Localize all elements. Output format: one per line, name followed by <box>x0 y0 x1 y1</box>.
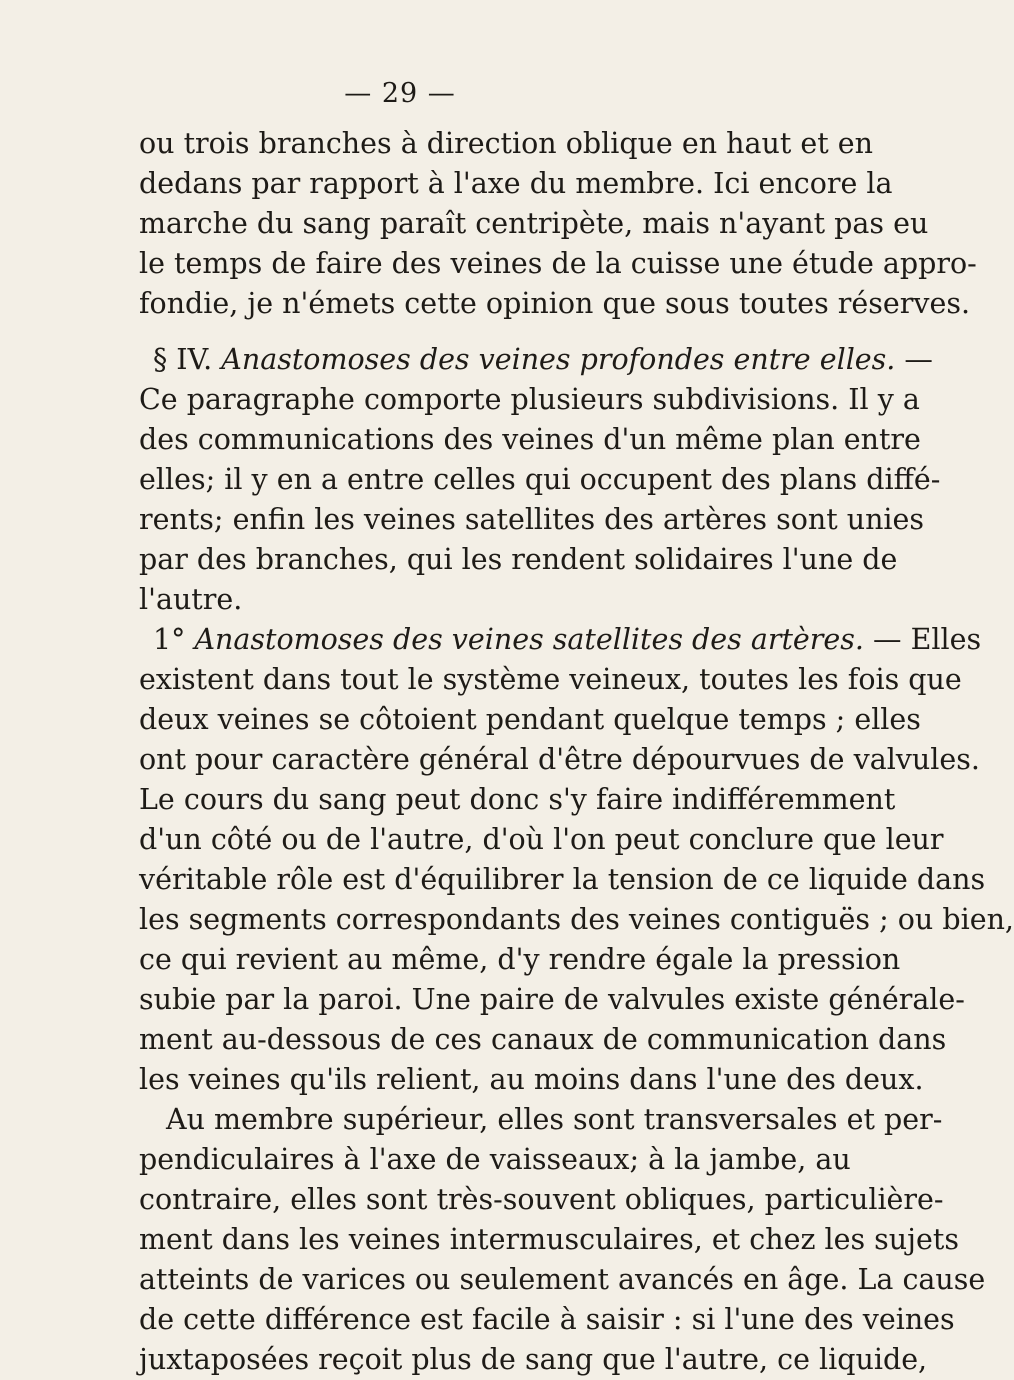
text-line: Ce paragraphe comporte plusieurs subdivisions. Il y a <box>139 383 920 416</box>
text-line: rents; enfin les veines satellites des artères sont unies <box>139 503 925 536</box>
text-line: de cette différence est facile à saisir : si l'une des veines <box>139 1303 955 1336</box>
text-line: véritable rôle est d'équilibrer la tension de ce liquide dans <box>139 863 986 896</box>
text-line: fondie, je n'émets cette opinion que sous toutes réserves. <box>139 287 971 320</box>
text-line: elles; il y en a entre celles qui occupent des plans diffé- <box>139 463 941 496</box>
text-line: existent dans tout le système veineux, toutes les fois que <box>139 663 962 696</box>
section-title: Anastomoses des veines profondes entre elles. <box>221 343 896 376</box>
text-line: ce qui revient au même, d'y rendre égale la pression <box>139 943 901 976</box>
subsection-title: Anastomoses des veines satellites des artères. <box>194 623 864 656</box>
text-line: atteints de varices ou seulement avancés en âge. La cause <box>139 1263 986 1296</box>
text-line: les segments correspondants des veines contiguës ; ou bien, <box>139 903 1014 936</box>
text-line: juxtaposées reçoit plus de sang que l'autre, ce liquide, <box>139 1343 928 1376</box>
text-line: ment au-dessous de ces canaux de communication dans <box>139 1023 947 1056</box>
text-line: Au membre supérieur, elles sont transversales et per- <box>166 1103 943 1136</box>
text-line: Le cours du sang peut donc s'y faire indifféremment <box>139 783 896 816</box>
subsection-heading <box>153 620 982 660</box>
text-line: d'un côté ou de l'autre, d'où l'on peut conclure que leur <box>139 823 944 856</box>
page-number: — 29 — <box>344 78 456 109</box>
heading-dash: — <box>895 343 933 376</box>
text-line: l'autre. <box>139 583 243 616</box>
text-line: contraire, elles sont très-souvent obliques, particulière- <box>139 1183 944 1216</box>
text-line: deux veines se côtoient pendant quelque temps ; elles <box>139 703 921 736</box>
text-line: ou trois branches à direction oblique en haut et en <box>139 127 873 160</box>
text-line: marche du sang paraît centripète, mais n'ayant pas eu <box>139 207 929 240</box>
section-heading <box>153 340 933 380</box>
text-line: le temps de faire des veines de la cuisse une étude appro- <box>139 247 977 280</box>
text-line: des communications des veines d'un même plan entre <box>139 423 921 456</box>
text-line: dedans par rapport à l'axe du membre. Ici encore la <box>139 167 893 200</box>
text-line: par des branches, qui les rendent solidaires l'une de <box>139 543 898 576</box>
text-line: ment dans les veines intermusculaires, et chez les sujets <box>139 1223 959 1256</box>
subsection-lead: — Elles <box>863 623 982 656</box>
text-line: ont pour caractère général d'être dépourvues de valvules. <box>139 743 980 776</box>
section-number: § IV. <box>153 343 222 376</box>
text-line: subie par la paroi. Une paire de valvules existe générale- <box>139 983 965 1016</box>
text-line: les veines qu'ils relient, au moins dans l'une des deux. <box>139 1063 924 1096</box>
subsection-number: 1° <box>153 623 195 656</box>
text-line: pendiculaires à l'axe de vaisseaux; à la jambe, au <box>139 1143 851 1176</box>
